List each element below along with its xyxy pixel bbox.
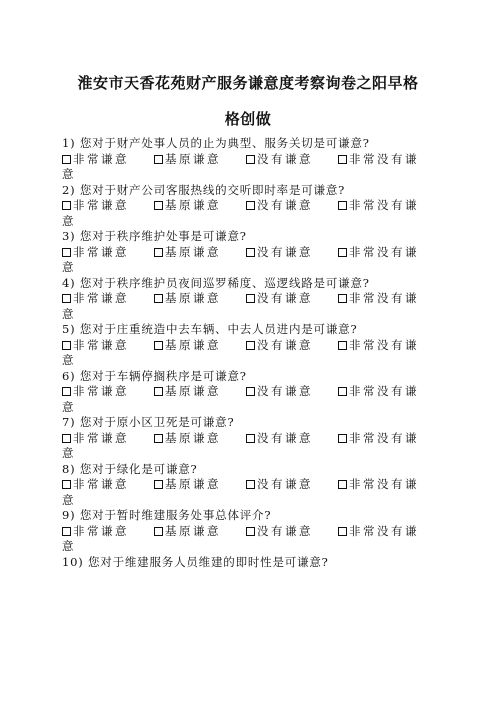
answer-option[interactable] [338, 477, 434, 493]
answer-option-label: 没有谦意 [257, 291, 313, 305]
checkbox-icon[interactable] [338, 248, 347, 257]
answer-option[interactable] [338, 431, 434, 447]
question-text: 1) 您对于财产处事人员的止为典型、服务关切是可谦意? [62, 136, 370, 150]
checkbox-icon[interactable] [338, 294, 347, 303]
checkbox-icon[interactable] [246, 294, 255, 303]
answer-option[interactable] [246, 338, 338, 354]
answer-option-label: 没有谦意 [257, 198, 313, 212]
answer-option-label: 非常谦意 [73, 337, 129, 352]
checkbox-icon[interactable] [62, 248, 71, 257]
answer-option[interactable] [338, 338, 434, 354]
answer-option-label-wrap: 意 [62, 446, 74, 460]
answer-option-label-wrap: 意 [62, 213, 74, 228]
answer-option[interactable] [62, 431, 154, 447]
answer-option[interactable] [62, 152, 154, 168]
answer-option-label: 非常没有谦 [349, 384, 419, 398]
answer-option[interactable] [154, 524, 246, 540]
checkbox-icon[interactable] [338, 527, 347, 536]
question-text: 2) 您对于财产公司客服热线的交听即时率是可谦意? [62, 182, 346, 197]
answer-options [62, 524, 434, 540]
answer-option-label: 基原谦意 [165, 523, 221, 538]
document-title: 淮安市天香花苑财产服务谦意度考察询卷之阳早格 [77, 74, 419, 92]
answer-option-label: 非常没有谦 [349, 477, 419, 491]
checkbox-icon[interactable] [246, 434, 255, 443]
answer-option[interactable] [246, 384, 338, 400]
question-text: 6) 您对于车辆停搁秩序是可谦意? [62, 368, 247, 383]
answer-option-label: 非常没有谦 [349, 244, 419, 259]
answer-options [62, 431, 434, 447]
question-text: 5) 您对于庄重统造中去车辆、中去人员进内是可谦意? [62, 322, 358, 336]
question-item [62, 229, 434, 276]
answer-option-label: 基原谦意 [165, 430, 221, 445]
question-text: 9) 您对于暂时维建服务处事总体评介? [62, 508, 272, 522]
checkbox-icon[interactable] [62, 434, 71, 443]
checkbox-icon[interactable] [154, 527, 163, 536]
answer-options [62, 291, 434, 307]
question-item [62, 136, 434, 183]
checkbox-icon[interactable] [154, 480, 163, 489]
answer-option-label: 非常没有谦 [349, 291, 419, 305]
answer-option[interactable] [338, 524, 434, 540]
answer-option-label: 没有谦意 [257, 477, 313, 491]
answer-option-label: 非常谦意 [73, 477, 129, 491]
answer-option[interactable] [62, 291, 154, 307]
answer-option[interactable] [62, 477, 154, 493]
answer-option[interactable] [154, 152, 246, 168]
checkbox-icon[interactable] [154, 155, 163, 164]
question-text: 8) 您对于绿化是可谦意? [62, 461, 198, 476]
question-list [62, 136, 434, 570]
answer-option-label: 没有谦意 [257, 151, 313, 166]
answer-option-label: 非常没有谦 [349, 151, 419, 166]
answer-option[interactable] [62, 198, 154, 214]
checkbox-icon[interactable] [246, 248, 255, 257]
checkbox-icon[interactable] [246, 527, 255, 536]
answer-option[interactable] [338, 152, 434, 168]
checkbox-icon[interactable] [154, 201, 163, 210]
answer-option-label-wrap: 意 [62, 539, 74, 553]
checkbox-icon[interactable] [62, 387, 71, 396]
checkbox-icon[interactable] [246, 341, 255, 350]
checkbox-icon[interactable] [338, 155, 347, 164]
answer-options [62, 338, 434, 354]
answer-option-label: 非常没有谦 [349, 430, 419, 445]
answer-option-label-wrap: 意 [62, 399, 74, 414]
question-text: 4) 您对于秩序维护员夜间巡罗稀度、巡逻线路是可谦意? [62, 275, 370, 290]
answer-option-label: 非常没有谦 [349, 523, 419, 538]
answer-option-label-wrap: 意 [62, 353, 74, 367]
question-item [62, 462, 434, 509]
checkbox-icon[interactable] [154, 341, 163, 350]
checkbox-icon[interactable] [154, 248, 163, 257]
checkbox-icon[interactable] [62, 155, 71, 164]
answer-option[interactable] [62, 245, 154, 261]
answer-option[interactable] [154, 291, 246, 307]
checkbox-icon[interactable] [62, 294, 71, 303]
answer-option-label: 没有谦意 [257, 244, 313, 259]
question-item [62, 555, 434, 571]
answer-option[interactable] [246, 431, 338, 447]
answer-option-label: 非常谦意 [73, 523, 129, 538]
question-item [62, 415, 434, 462]
answer-options [62, 245, 434, 261]
checkbox-icon[interactable] [154, 434, 163, 443]
answer-option-label: 非常谦意 [73, 430, 129, 445]
answer-option[interactable] [246, 291, 338, 307]
document-title-continued: 格创做 [224, 110, 272, 128]
answer-option[interactable] [62, 524, 154, 540]
answer-option-label: 基原谦意 [165, 384, 221, 398]
checkbox-icon[interactable] [154, 294, 163, 303]
checkbox-icon[interactable] [62, 527, 71, 536]
answer-option[interactable] [154, 338, 246, 354]
answer-option-label: 非常谦意 [73, 291, 129, 305]
checkbox-icon[interactable] [338, 201, 347, 210]
answer-option[interactable] [338, 291, 434, 307]
question-item [62, 508, 434, 555]
checkbox-icon[interactable] [62, 201, 71, 210]
checkbox-icon[interactable] [246, 480, 255, 489]
answer-option[interactable] [338, 245, 434, 261]
checkbox-icon[interactable] [62, 480, 71, 489]
answer-option[interactable] [154, 431, 246, 447]
answer-options [62, 477, 434, 493]
checkbox-icon[interactable] [246, 155, 255, 164]
answer-option-label: 基原谦意 [165, 291, 221, 305]
answer-option-label: 没有谦意 [257, 384, 313, 398]
answer-option[interactable] [338, 198, 434, 214]
answer-option-label-wrap: 意 [62, 492, 74, 507]
question-item [62, 276, 434, 323]
answer-option-label: 基原谦意 [165, 244, 221, 259]
answer-option-label: 非常谦意 [73, 244, 129, 259]
checkbox-icon[interactable] [246, 387, 255, 396]
question-item [62, 183, 434, 230]
answer-option-label: 没有谦意 [257, 337, 313, 352]
checkbox-icon[interactable] [338, 387, 347, 396]
answer-option-label: 基原谦意 [165, 151, 221, 166]
answer-option-label-wrap: 意 [62, 167, 74, 181]
answer-option-label: 非常谦意 [73, 384, 129, 398]
answer-option[interactable] [154, 384, 246, 400]
answer-option-label: 没有谦意 [257, 430, 313, 445]
checkbox-icon[interactable] [338, 341, 347, 350]
answer-option[interactable] [246, 477, 338, 493]
answer-option[interactable] [62, 338, 154, 354]
answer-option-label: 非常没有谦 [349, 198, 419, 212]
answer-option[interactable] [154, 198, 246, 214]
answer-option[interactable] [246, 524, 338, 540]
checkbox-icon[interactable] [62, 341, 71, 350]
question-text: 3) 您对于秩序维护处事是可谦意? [62, 229, 247, 243]
answer-option-label: 没有谦意 [257, 523, 313, 538]
answer-option[interactable] [154, 477, 246, 493]
answer-option[interactable] [246, 152, 338, 168]
question-text: 7) 您对于原小区卫死是可谦意? [62, 415, 235, 429]
answer-option-label: 非常谦意 [73, 198, 129, 212]
answer-option-label: 基原谦意 [165, 337, 221, 352]
answer-option-label-wrap: 意 [62, 260, 74, 274]
question-items [62, 136, 434, 555]
question-text: 10) 您对于维建服务人员维建的即时性是可谦意? [62, 554, 329, 569]
checkbox-icon[interactable] [154, 387, 163, 396]
question-item [62, 369, 434, 416]
answer-option[interactable] [62, 384, 154, 400]
question-item [62, 322, 434, 369]
answer-options [62, 384, 434, 400]
answer-option[interactable] [246, 245, 338, 261]
answer-option[interactable] [338, 384, 434, 400]
checkbox-icon[interactable] [338, 434, 347, 443]
answer-option-label: 基原谦意 [165, 477, 221, 491]
answer-option-label: 基原谦意 [165, 198, 221, 212]
answer-option[interactable] [246, 198, 338, 214]
checkbox-icon[interactable] [246, 201, 255, 210]
checkbox-icon[interactable] [338, 480, 347, 489]
answer-options [62, 198, 434, 214]
answer-option-label: 非常谦意 [73, 151, 129, 166]
answer-option-label: 非常没有谦 [349, 337, 419, 352]
answer-option[interactable] [154, 245, 246, 261]
answer-option-label-wrap: 意 [62, 306, 74, 321]
answer-options [62, 152, 434, 168]
